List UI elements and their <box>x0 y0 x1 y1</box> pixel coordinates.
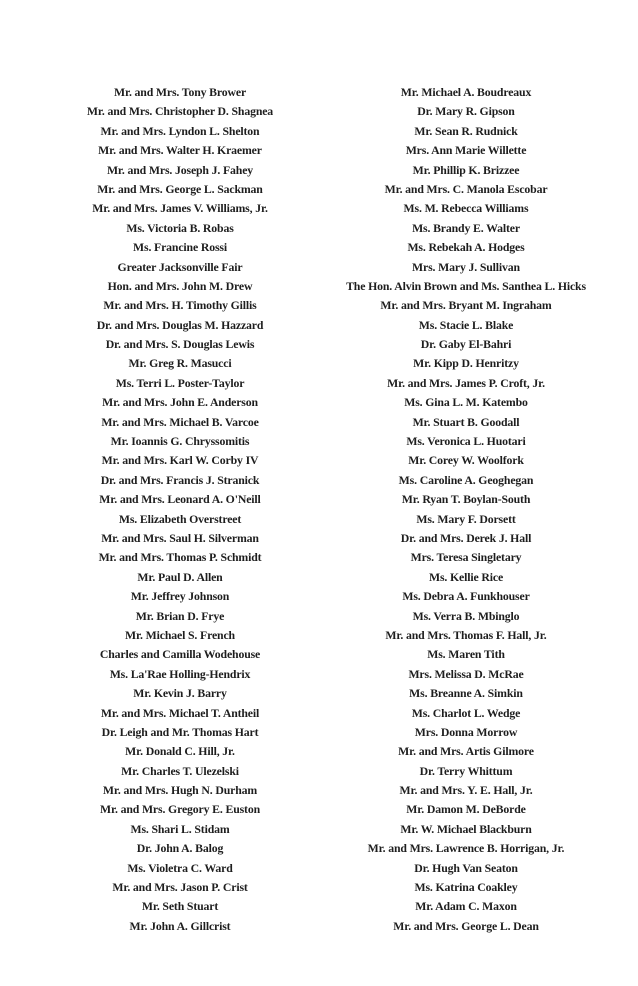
donor-name: Ms. Gina L. M. Katembo <box>404 395 528 410</box>
donor-name: Ms. Breanne A. Simkin <box>409 686 523 701</box>
donor-name: Dr. John A. Balog <box>136 841 224 856</box>
donor-name: Mr. Ioannis G. Chryssomitis <box>110 434 250 449</box>
donor-name: Mr. W. Michael Blackburn <box>400 821 532 836</box>
donor-name: Mr. and Mrs. Michael T. Antheil <box>100 705 260 720</box>
donor-name: Mr. Kevin J. Barry <box>133 686 227 701</box>
donor-name: Mr. and Mrs. Artis Gilmore <box>398 744 534 759</box>
donor-name: Ms. Verra B. Mbinglo <box>412 608 520 623</box>
donor-name: Hon. and Mrs. John M. Drew <box>107 278 253 293</box>
donor-name: Dr. and Mrs. Douglas M. Hazzard <box>96 317 264 332</box>
donor-name: Dr. Terry Whittum <box>419 763 513 778</box>
donor-name: Dr. Mary R. Gipson <box>417 104 515 119</box>
donor-name: Mr. and Mrs. Lyndon L. Shelton <box>100 123 260 138</box>
donor-name: Mr. Greg R. Masucci <box>128 356 232 371</box>
donor-name: Mr. Corey W. Woolfork <box>408 453 524 468</box>
donor-name: Greater Jacksonville Fair <box>117 259 243 274</box>
donor-name: Mr. and Mrs. George L. Sackman <box>97 181 263 196</box>
donor-name: Ms. Francine Rossi <box>133 240 227 255</box>
donor-name: Mr. Damon M. DeBorde <box>406 802 526 817</box>
donor-name: Ms. Brandy E. Walter <box>412 220 520 235</box>
donor-name: Ms. Veronica L. Huotari <box>406 434 526 449</box>
right-name-column <box>334 83 598 936</box>
donor-name: Mr. and Mrs. Hugh N. Durham <box>102 783 258 798</box>
donor-name: Mr. and Mrs. John E. Anderson <box>102 395 258 410</box>
donor-name: Ms. Maren Tith <box>427 647 505 662</box>
donor-name: Ms. Shari L. Stidam <box>130 821 230 836</box>
donor-name: Ms. Mary F. Dorsett <box>416 511 516 526</box>
donor-name: Ms. Elizabeth Overstreet <box>118 511 242 526</box>
donor-name: Mr. and Mrs. Karl W. Corby IV <box>101 453 259 468</box>
donor-name: Ms. La'Rae Holling-Hendrix <box>109 666 251 681</box>
donor-name: Dr. and Mrs. Francis J. Stranick <box>100 472 260 487</box>
donor-name: Dr. Leigh and Mr. Thomas Hart <box>101 724 259 739</box>
donor-name: Ms. Kellie Rice <box>428 569 504 584</box>
donor-name: Mr. and Mrs. H. Timothy Gillis <box>103 298 257 313</box>
donor-name: Mr. and Mrs. Saul H. Silverman <box>101 530 259 545</box>
donor-name: Mr. and Mrs. Thomas P. Schmidt <box>98 550 262 565</box>
donor-name: Mr. and Mrs. Y. E. Hall, Jr. <box>399 783 533 798</box>
donor-name: Mr. Adam C. Maxon <box>415 899 517 914</box>
donor-name: Ms. Victoria B. Robas <box>126 220 234 235</box>
donor-name: Mr. Donald C. Hill, Jr. <box>125 744 235 759</box>
donor-name: Mr. and Mrs. Michael B. Varcoe <box>101 414 259 429</box>
donor-name: Mr. and Mrs. James P. Croft, Jr. <box>387 375 545 390</box>
donor-name: Ms. Caroline A. Geoghegan <box>398 472 534 487</box>
donor-name: Ms. Debra A. Funkhouser <box>402 589 530 604</box>
donor-name: Mrs. Mary J. Sullivan <box>412 259 520 274</box>
donor-name: Ms. Stacie L. Blake <box>418 317 514 332</box>
donor-name: Mr. and Mrs. Leonard A. O'Neill <box>99 492 261 507</box>
donor-name: Mr. Michael S. French <box>125 627 235 642</box>
donor-name: Ms. Violetra C. Ward <box>127 860 233 875</box>
donor-name: Ms. Rebekah A. Hodges <box>407 240 525 255</box>
donor-name: Mr. and Mrs. Jason P. Crist <box>112 880 248 895</box>
donor-name: Dr. Gaby El-Bahri <box>420 337 512 352</box>
left-name-column <box>62 83 298 936</box>
donor-name: Mr. and Mrs. James V. Williams, Jr. <box>92 201 268 216</box>
donor-name: Mr. Charles T. Ulezelski <box>121 763 239 778</box>
donor-name: Mr. Stuart B. Goodall <box>412 414 520 429</box>
donor-name: Dr. and Mrs. S. Douglas Lewis <box>105 337 255 352</box>
donor-name: Mr. and Mrs. Thomas F. Hall, Jr. <box>385 627 547 642</box>
donor-name: Mr. and Mrs. George L. Dean <box>393 918 539 933</box>
donor-name: Mrs. Melissa D. McRae <box>408 666 524 681</box>
donor-name: Dr. Hugh Van Seaton <box>414 860 518 875</box>
donor-name: Mr. Paul D. Allen <box>137 569 223 584</box>
donor-name: Mr. Phillip K. Brizzee <box>412 162 520 177</box>
donor-name: Mr. Brian D. Frye <box>135 608 225 623</box>
donor-name: Mr. Kipp D. Henritzy <box>413 356 519 371</box>
donor-name: Mr. and Mrs. Walter H. Kraemer <box>98 143 262 158</box>
donor-name: Mr. Michael A. Boudreaux <box>400 85 532 99</box>
donor-name: Mrs. Donna Morrow <box>414 724 518 739</box>
donor-name: Mrs. Teresa Singletary <box>410 550 522 565</box>
donor-name: Mr. and Mrs. Gregory E. Euston <box>99 802 260 817</box>
donor-name: The Hon. Alvin Brown and Ms. Santhea L. Hicks <box>346 278 586 293</box>
donor-name: Mr. and Mrs. C. Manola Escobar <box>384 181 548 196</box>
donor-name: Ms. Katrina Coakley <box>414 880 518 895</box>
donor-name: Mr. and Mrs. Christopher D. Shagnea <box>86 104 274 119</box>
donor-name: Ms. Charlot L. Wedge <box>411 705 521 720</box>
donor-name: Mr. and Mrs. Joseph J. Fahey <box>106 162 254 177</box>
donor-name: Mr. Seth Stuart <box>141 899 219 914</box>
donor-name: Mr. and Mrs. Tony Brower <box>113 85 247 99</box>
donor-name: Mr. and Mrs. Lawrence B. Horrigan, Jr. <box>367 841 565 856</box>
donor-name: Mrs. Ann Marie Willette <box>405 143 527 158</box>
donor-name: Mr. Jeffrey Johnson <box>130 589 230 604</box>
donor-name: Mr. Ryan T. Boylan-South <box>401 492 531 507</box>
donor-name: Dr. and Mrs. Derek J. Hall <box>400 530 532 545</box>
donor-name: Mr. John A. Gillcrist <box>129 918 231 933</box>
donor-name: Mr. and Mrs. Bryant M. Ingraham <box>380 298 552 313</box>
donor-name: Ms. Terri L. Poster-Taylor <box>115 375 245 390</box>
donor-name: Charles and Camilla Wodehouse <box>99 647 261 662</box>
donor-name: Mr. Sean R. Rudnick <box>414 123 518 138</box>
donor-name: Ms. M. Rebecca Williams <box>403 201 529 216</box>
